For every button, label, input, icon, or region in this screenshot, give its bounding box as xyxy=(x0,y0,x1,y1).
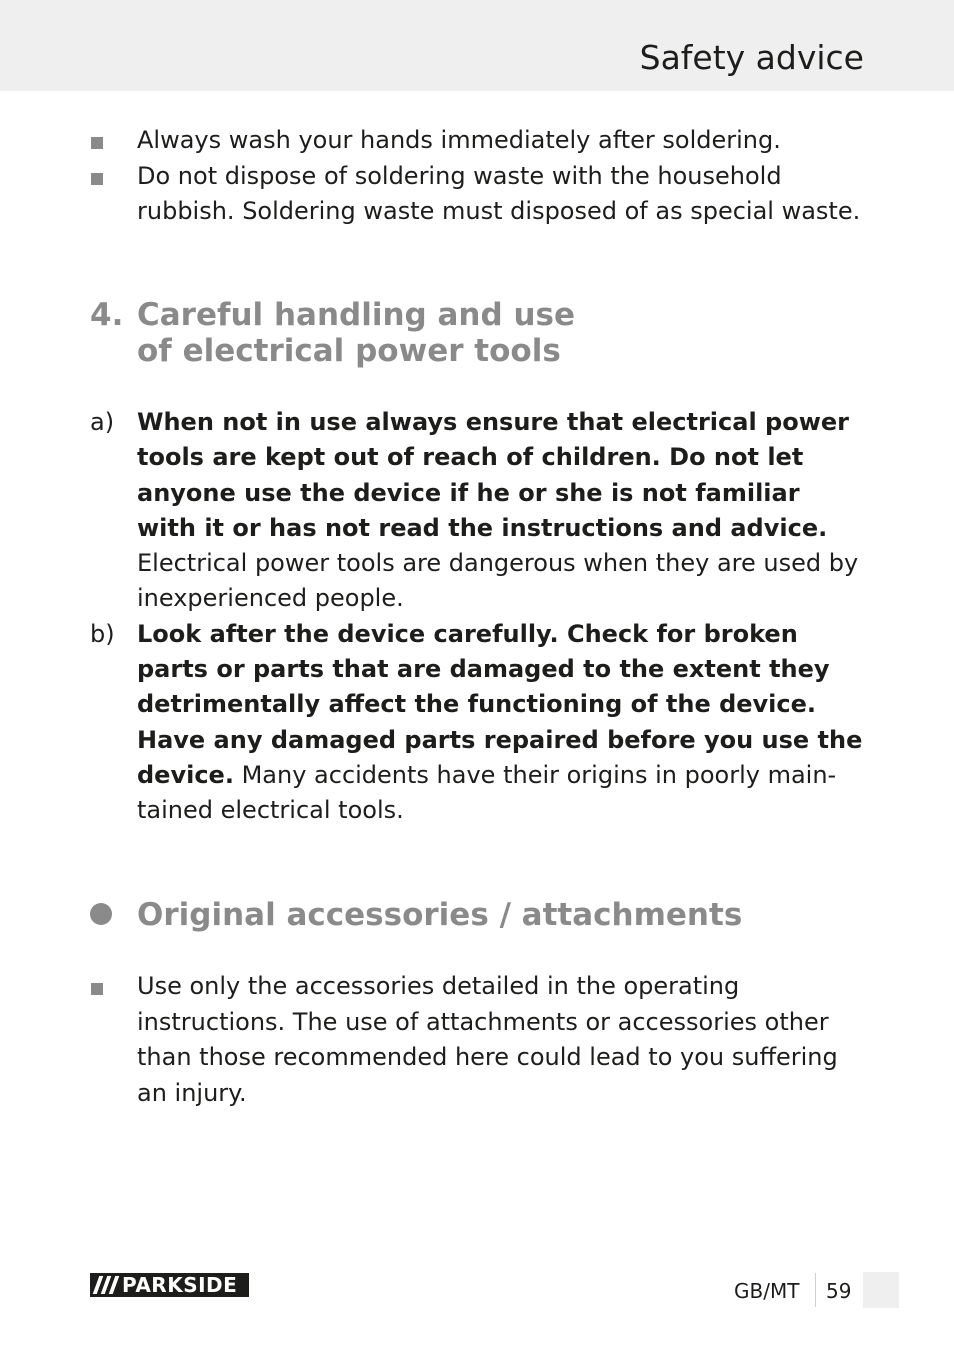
square-bullet-icon xyxy=(91,983,103,995)
list-item-text: Use only the accessories detailed in the operating instructions. The use of attachments or accessories other than those recommended here could lead to you suffering an injury. xyxy=(137,972,838,1107)
footer-divider xyxy=(815,1273,816,1307)
circle-bullet-icon xyxy=(90,903,112,925)
footer-tab-box xyxy=(863,1272,899,1308)
item-normal-text: Many accidents have their origins in poorly maintained electrical tools. xyxy=(137,760,837,825)
item-normal-text: Electrical power tools are dangerous when they are used by inexperienced people. xyxy=(137,549,859,613)
section-title: Original accessories / attachments xyxy=(137,897,743,933)
section-title-line1: Careful handling and use xyxy=(137,297,576,333)
brand-logo xyxy=(90,1273,249,1297)
section-title-line2: of electrical power tools xyxy=(137,333,561,369)
section-title xyxy=(137,297,575,369)
list-item xyxy=(0,123,954,159)
list-item xyxy=(0,405,954,617)
list-item-text: Do not dispose of soldering waste with the household rubbish. Soldering waste must disposed of as special waste. xyxy=(137,161,861,225)
list-item xyxy=(0,159,954,230)
item-label: a) xyxy=(90,408,115,436)
list-item xyxy=(0,969,954,1111)
accessories-bullet-list xyxy=(0,969,954,1111)
item-bold-text: When not in use always ensure that electrical power tools are kept out of reach of children. Do not let anyone use the device if he or she is not familiar with it or has not read the instructions and advice. xyxy=(137,408,849,542)
list-item-text: Always wash your hands immediately after soldering. xyxy=(137,126,781,154)
page-title: Safety advice xyxy=(639,38,864,77)
logo-stripes-icon xyxy=(90,1273,122,1297)
list-item xyxy=(0,617,954,829)
language-code: GB/MT xyxy=(734,1279,800,1303)
page-number: 59 xyxy=(826,1279,852,1303)
top-bullet-list xyxy=(0,123,954,230)
section-number: 4. xyxy=(90,297,124,333)
square-bullet-icon xyxy=(91,173,103,185)
brand-name: PARKSIDE xyxy=(122,1273,238,1297)
instruction-list xyxy=(0,405,954,829)
item-label: b) xyxy=(90,619,115,648)
square-bullet-icon xyxy=(91,137,103,149)
item-bold-text: Look after the device carefully. Check for broken parts or parts that are damaged to the extent they detrimentally affect the functioning of the device. Have any damaged parts repaired before you use the device. xyxy=(137,619,863,789)
